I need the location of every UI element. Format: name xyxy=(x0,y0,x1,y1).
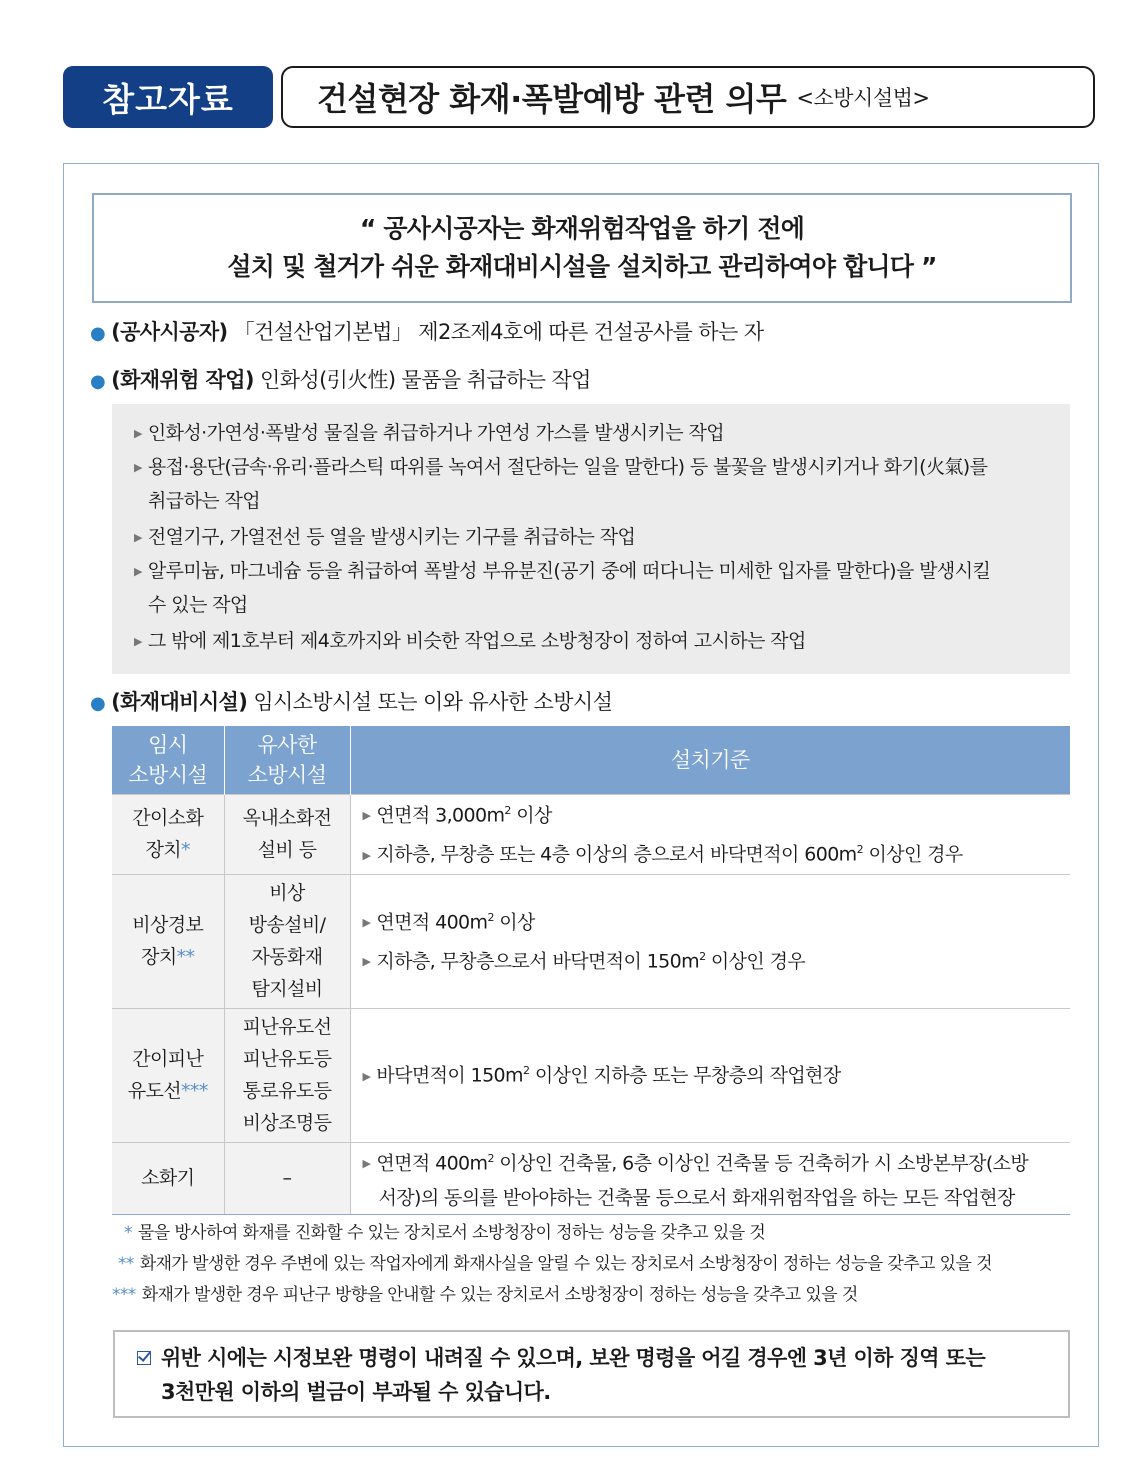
risk-item: ▶ 알루미늄, 마그네슘 등을 취급하여 폭발성 부유분진(공기 중에 떠다니는 미세한 입자를 말한다)을 발생시킬 xyxy=(134,560,991,582)
bullet-dot-icon: ● xyxy=(90,693,106,714)
similar-facility-cell: 비상 방송설비/ 자동화재 탐지설비 xyxy=(224,874,350,1008)
page-title: 건설현장 화재·폭발예방 관련 의무 xyxy=(317,80,787,118)
bullet-key: (화재위험 작업) xyxy=(111,368,254,392)
triangle-right-icon: ▶ xyxy=(134,461,142,474)
risk-item-continued: 수 있는 작업 xyxy=(148,594,248,616)
triangle-right-icon: ▶ xyxy=(362,809,371,823)
quote-box xyxy=(92,193,1072,303)
warning-box xyxy=(113,1330,1070,1418)
triangle-right-icon: ▶ xyxy=(362,955,371,969)
warning-line-1: 위반 시에는 시정보완 명령이 내려질 수 있으며, 보완 명령을 어길 경우엔 3년 이하 징역 또는 xyxy=(161,1346,986,1370)
footnote: *** 화재가 발생한 경우 피난구 방향을 안내할 수 있는 장치로서 소방청장이 정하는 성능을 갖추고 있을 것 xyxy=(112,1285,858,1305)
table-row xyxy=(112,1008,1070,1142)
risk-items-box xyxy=(112,404,1070,674)
header-temp-facility: 임시 소방시설 xyxy=(112,726,224,795)
bullet-contractor xyxy=(90,316,763,346)
quote-line-2: 설치 및 철거가 쉬운 화재대비시설을 설치하고 관리하여야 합니다 ” xyxy=(227,252,937,281)
footnote: * 물을 방사하여 화재를 진화할 수 있는 장치로서 소방청장이 정하는 성능을 갖추고 있을 것 xyxy=(124,1223,766,1243)
similar-facility-cell: 옥내소화전 설비 등 xyxy=(224,795,350,875)
similar-facility-cell: – xyxy=(224,1142,350,1214)
risk-item: ▶ 인화성·가연성·폭발성 물질을 취급하거나 가연성 가스를 발생시키는 작업 xyxy=(134,422,725,444)
bullet-key: (공사시공자) xyxy=(111,320,228,344)
triangle-right-icon: ▶ xyxy=(134,427,142,440)
temp-facility-cell: 비상경보 장치** xyxy=(112,874,224,1008)
bullet-text: 임시소방시설 또는 이와 유사한 소방시설 xyxy=(253,690,613,714)
footnote: ** 화재가 발생한 경우 주변에 있는 작업자에게 화재사실을 알릴 수 있는 장치로서 소방청장이 정하는 성능을 갖추고 있을 것 xyxy=(118,1254,992,1274)
warning-line-2: 3천만원 이하의 벌금이 부과될 수 있습니다. xyxy=(161,1380,551,1404)
triangle-right-icon: ▶ xyxy=(362,1069,371,1083)
triangle-right-icon: ▶ xyxy=(134,635,142,648)
bullet-risk-work xyxy=(90,364,591,394)
similar-facility-cell: 피난유도선 피난유도등 통로유도등 비상조명등 xyxy=(224,1008,350,1142)
risk-item: ▶ 전열기구, 가열전선 등 열을 발생시키는 기구를 취급하는 작업 xyxy=(134,526,636,548)
temp-facility-cell: 간이소화 장치* xyxy=(112,795,224,875)
triangle-right-icon: ▶ xyxy=(362,1156,371,1170)
triangle-right-icon: ▶ xyxy=(362,848,371,862)
standard-cell: ▶ 바닥면적이 $150m^2$ 이상인 지하층 또는 무창층의 작업현장 xyxy=(350,1008,1070,1142)
risk-item-continued: 취급하는 작업 xyxy=(148,490,260,512)
standard-cell: ▶ 연면적 $3,000m^2$ 이상 ▶ 지하층, 무창층 또는 4층 이상의 층으로서 바닥면적이 $600m^2$ 이상인 경우 xyxy=(350,795,1070,875)
triangle-right-icon: ▶ xyxy=(362,916,371,930)
bullet-key: (화재대비시설) xyxy=(111,690,248,714)
facility-table xyxy=(112,726,1070,1215)
table-row xyxy=(112,874,1070,1008)
quote-line-1: “ 공사시공자는 화재위험작업을 하기 전에 xyxy=(359,214,805,243)
reference-badge: 참고자료 xyxy=(63,66,273,128)
temp-facility-cell: 소화기 xyxy=(112,1142,224,1214)
header xyxy=(63,66,1099,128)
table-row xyxy=(112,795,1070,875)
risk-item: ▶ 용접·용단(금속·유리·플라스틱 따위를 녹여서 절단하는 일을 말한다) 등 불꽃을 발생시키거나 화기(火氣)를 xyxy=(134,456,988,478)
bullet-text: 「건설산업기본법」 제2조제4호에 따른 건설공사를 하는 자 xyxy=(233,320,764,344)
risk-item: ▶ 그 밖에 제1호부터 제4호까지와 비슷한 작업으로 소방청장이 정하여 고시하는 작업 xyxy=(134,630,806,652)
bullet-facility xyxy=(90,686,612,716)
page-subtitle: <소방시설법> xyxy=(796,86,930,110)
bullet-text: 인화성(引火性) 물품을 취급하는 작업 xyxy=(260,368,591,392)
triangle-right-icon: ▶ xyxy=(134,531,142,544)
temp-facility-cell: 간이피난 유도선*** xyxy=(112,1008,224,1142)
header-standard: 설치기준 xyxy=(350,726,1070,795)
bullet-dot-icon: ● xyxy=(90,371,106,392)
bullet-dot-icon: ● xyxy=(90,323,106,344)
standard-cell: ▶ 연면적 $400m^2$ 이상 ▶ 지하층, 무창층으로서 바닥면적이 $150m^2$ 이상인 경우 xyxy=(350,874,1070,1008)
header-similar-facility: 유사한 소방시설 xyxy=(224,726,350,795)
table-row xyxy=(112,1142,1070,1214)
table-header-row xyxy=(112,726,1070,795)
title-box xyxy=(281,66,1095,128)
checkbox-checked-icon xyxy=(137,1351,151,1365)
triangle-right-icon: ▶ xyxy=(134,565,142,578)
standard-cell: ▶ 연면적 $400m^2$ 이상인 건축물, 6층 이상인 건축물 등 건축허가 시 소방본부장(소방 서장)의 동의를 받아야하는 건축물 등으로서 화재위험작업을 하는 모든 작업현장 xyxy=(350,1142,1070,1214)
